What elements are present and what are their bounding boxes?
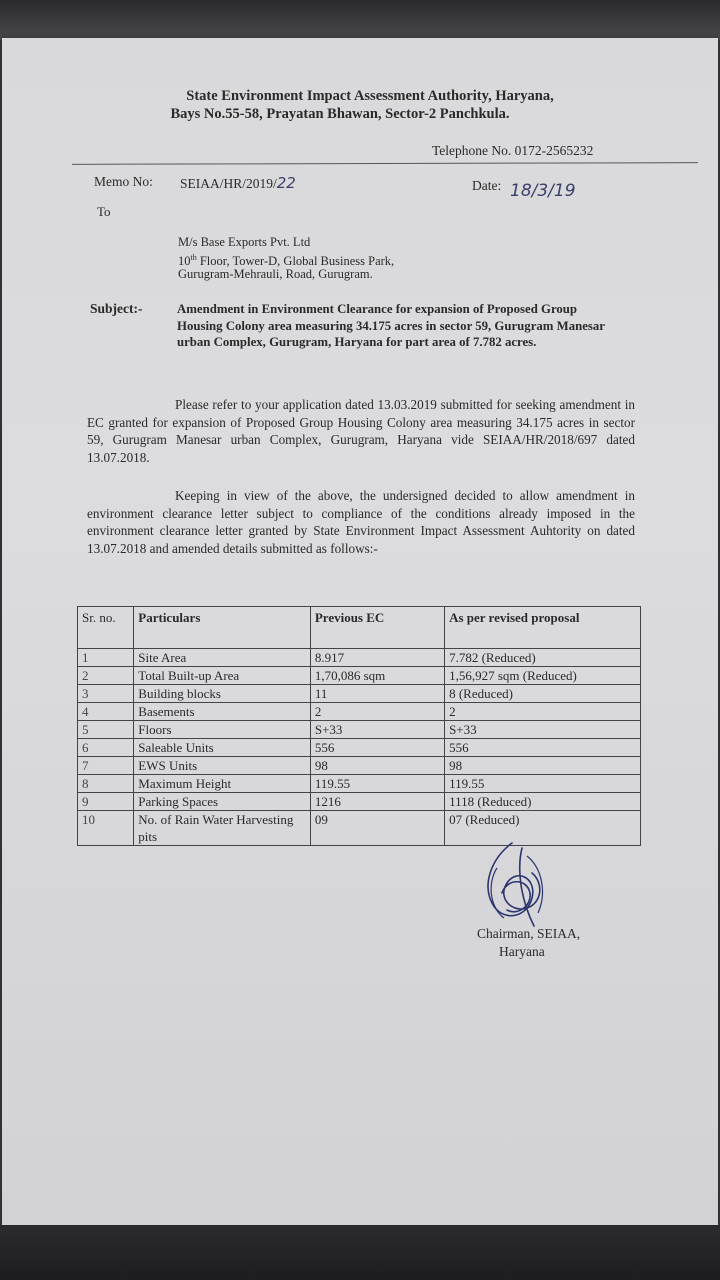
header-previous-ec: Previous EC <box>310 607 444 649</box>
table-row: 3 Building blocks 11 8 (Reduced) <box>78 685 641 703</box>
paragraph-reference: Please refer to your application dated 13.03.2019 submitted for seeking amendment in EC granted for expansion of Proposed Group Housing Colony area measuring 34.175 acres in sector 59, Gurugram Manesar urban Complex, Gurugram, Haryana vide SEIAA/HR/2018/697 dated 13.07.2018. <box>87 397 635 465</box>
letter-page <box>2 38 718 1228</box>
memo-number <box>180 174 296 192</box>
authority-name: State Environment Impact Assessment Authority, Haryana, <box>186 88 554 104</box>
background-top <box>0 0 720 40</box>
memo-number-handwritten: 22 <box>276 174 296 192</box>
telephone-number: Telephone No. 0172-2565232 <box>432 143 594 158</box>
addressee-line-3: Gurugram-Mehrauli, Road, Gurugram. <box>178 267 373 281</box>
signatory-state: Haryana <box>499 944 545 959</box>
header-sr-no: Sr. no. <box>78 607 134 649</box>
date-handwritten: 18/3/19 <box>510 181 576 201</box>
table-row: 6 Saleable Units 556 556 <box>78 739 641 757</box>
table-row: 8 Maximum Height 119.55 119.55 <box>78 775 641 793</box>
header-revised-proposal: As per revised proposal <box>445 607 641 649</box>
header-divider <box>72 162 698 165</box>
addressee-line-2: 10th Floor, Tower-D, Global Business Park, <box>178 253 395 269</box>
table-row: 2 Total Built-up Area 1,70,086 sqm 1,56,927 sqm (Reduced) <box>78 667 641 685</box>
to-label: To <box>97 204 111 219</box>
table-row: 10 No. of Rain Water Harvesting pits 09 07 (Reduced) <box>78 811 641 846</box>
table-row: 9 Parking Spaces 1216 1118 (Reduced) <box>78 793 641 811</box>
memo-label: Memo No: <box>94 174 153 189</box>
background-bottom <box>0 1225 720 1280</box>
header-particulars: Particulars <box>134 607 311 649</box>
subject-text: Amendment in Environment Clearance for expansion of Proposed Group Housing Colony area measuring 34.175 acres in sector 59, Gurugram Manesar urban Complex, Gurugram, Haryana for part area of 7.782 acres. <box>177 302 605 349</box>
signatory-title: Chairman, SEIAA, <box>477 926 581 941</box>
table-header-row <box>78 607 641 649</box>
amendment-table <box>77 606 641 846</box>
date-label: Date: <box>472 178 502 193</box>
addressee-name: M/s Base Exports Pvt. Ltd <box>178 235 311 249</box>
table-row: 5 Floors S+33 S+33 <box>78 721 641 739</box>
signature-scribble <box>472 838 562 938</box>
memo-number-prefix: SEIAA/HR/2019/ <box>180 176 277 191</box>
authority-address: Bays No.55-58, Prayatan Bhawan, Sector-2 Panchkula. <box>170 106 510 122</box>
table-row: 7 EWS Units 98 98 <box>78 757 641 775</box>
table-row: 1 Site Area 8.917 7.782 (Reduced) <box>78 649 641 667</box>
subject-label: Subject:- <box>90 301 143 316</box>
paragraph-decision: Keeping in view of the above, the undersigned decided to allow amendment in environment clearance letter subject to compliance of the conditions already imposed in the environment clearance letter granted by State Environment Impact Assessment Auhtority on dated 13.07.2018 and amended details submitted as follows:- <box>87 488 635 556</box>
table-row: 4 Basements 2 2 <box>78 703 641 721</box>
